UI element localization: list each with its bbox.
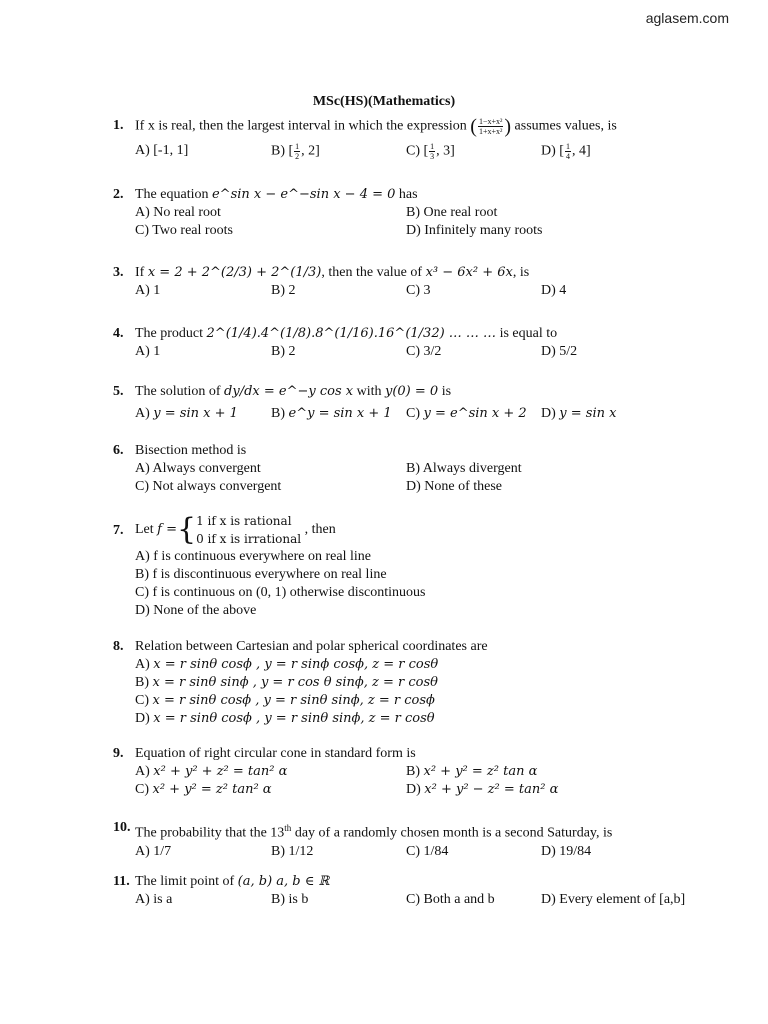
question-11: [113, 873, 733, 909]
option-b[interactable]: B) is b: [271, 892, 309, 907]
option-d[interactable]: D) 5/2: [541, 344, 578, 359]
option-b[interactable]: B) e^y = sin x + 1: [271, 406, 392, 421]
option-d[interactable]: D) y = sin x: [541, 406, 617, 421]
piecewise-cases: 1 if x is rational 0 if x is irrational: [196, 514, 302, 546]
option-c[interactable]: C) x = r sinθ cosϕ , y = r sinθ sinϕ, z = r cosϕ: [135, 693, 435, 708]
option-a[interactable]: A) [-1, 1]: [135, 143, 189, 158]
option-c[interactable]: C) 1/84: [406, 843, 449, 859]
options-row: [135, 460, 733, 478]
question-1: [113, 117, 733, 160]
question-text: The solution of dy/dx = e^−y cos x with y(0) = 0 is: [135, 384, 452, 399]
option-b[interactable]: B) One real root: [406, 205, 498, 220]
question-text: The equation e^sin x − e^−sin x − 4 = 0 has: [135, 187, 418, 202]
option-a[interactable]: A) 1/7: [135, 843, 172, 859]
options-row: [135, 891, 733, 909]
question-number: 4.: [113, 326, 124, 341]
page-title: MSc(HS)(Mathematics): [312, 94, 456, 109]
option-c[interactable]: C) y = e^sin x + 2: [406, 406, 527, 421]
expression-fraction: $\frac{\text{1−x+x²}}{\text{1+x+x²}}$: [478, 117, 503, 136]
option-c[interactable]: C) Two real roots: [135, 223, 233, 238]
options-row: [135, 142, 733, 160]
question-text: If x is real, then the largest interval in which the expression ( $\frac{\text{1−x+x²}}{\text{1+x+x²}}$ ) assumes values, is: [135, 115, 617, 138]
option-d[interactable]: D) Infinitely many roots: [406, 223, 543, 238]
option-a[interactable]: A) x² + y² + z² = tan² α: [135, 764, 288, 779]
options-row: [135, 843, 733, 861]
option-d[interactable]: D) Every element of [a,b]: [541, 892, 686, 907]
option-d[interactable]: D) x = r sinθ cosϕ , y = r sinθ sinϕ, z = r cosθ: [135, 711, 435, 726]
options-row: [135, 343, 733, 361]
option-a[interactable]: A) Always convergent: [135, 461, 261, 476]
options-row: [135, 222, 733, 240]
option-a[interactable]: A) y = sin x + 1: [135, 406, 238, 421]
question-9: [113, 745, 733, 799]
option-b[interactable]: B) 2: [271, 344, 296, 359]
option-c[interactable]: C) 3: [406, 283, 431, 298]
option-c[interactable]: C) Not always convergent: [135, 479, 282, 494]
option-a[interactable]: A) is a: [135, 892, 173, 907]
option-b[interactable]: B) x² + y² = z² tan α: [406, 764, 538, 779]
option-b[interactable]: B) 2: [271, 283, 296, 298]
math-expression: y(0) = 0: [385, 384, 439, 399]
option-b[interactable]: B) 1/12: [271, 843, 314, 859]
option-b[interactable]: B) Always divergent: [406, 461, 522, 476]
question-8: [113, 638, 733, 728]
site-watermark: aglasem.com: [645, 10, 729, 26]
math-expression: dy/dx = e^−y cos x: [224, 384, 354, 399]
question-text: If x = 2 + 2^(2/3) + 2^(1/3), then the value of x³ − 6x² + 6x, is: [135, 265, 530, 280]
options-row: [135, 405, 733, 423]
option-a[interactable]: A) f is continuous everywhere on real line: [135, 549, 371, 564]
math-expression: x³ − 6x² + 6x: [425, 265, 513, 280]
question-text: Equation of right circular cone in standard form is: [135, 746, 416, 761]
question-number: 9.: [113, 746, 124, 761]
question-number: 6.: [113, 443, 124, 458]
question-number: 11.: [113, 874, 130, 889]
option-b[interactable]: B) x = r sinθ sinϕ , y = r cos θ sinϕ, z = r cosθ: [135, 675, 438, 690]
question-4: [113, 325, 733, 361]
question-number: 5.: [113, 384, 124, 399]
option-d[interactable]: D) 4: [541, 283, 567, 298]
question-number: 1.: [113, 118, 124, 133]
math-expression: 2^(1/4).4^(1/8).8^(1/16).16^(1/32) … … …: [206, 326, 497, 341]
question-text: Bisection method is: [135, 443, 247, 458]
question-text: The probability that the 13th day of a randomly chosen month is a second Saturday, is: [135, 823, 613, 841]
question-7: [113, 512, 733, 620]
question-text: Relation between Cartesian and polar spherical coordinates are: [135, 639, 488, 654]
options-row: [135, 763, 733, 781]
option-c[interactable]: C) [ $\frac{1}{3}$ , 3]: [406, 142, 455, 161]
question-number: 2.: [113, 187, 124, 202]
options-row: [135, 204, 733, 222]
option-c[interactable]: C) Both a and b: [406, 892, 495, 907]
option-d[interactable]: D) [ $\frac{1}{4}$ , 4]: [541, 142, 591, 161]
math-expression: (a, b) a, b ∈ ℝ: [237, 874, 330, 889]
option-d[interactable]: D) None of the above: [135, 603, 257, 618]
math-expression: x = 2 + 2^(2/3) + 2^(1/3): [147, 265, 322, 280]
question-number: 10.: [113, 820, 131, 835]
option-a[interactable]: A) No real root: [135, 205, 221, 220]
option-c[interactable]: C) 3/2: [406, 344, 442, 359]
option-d[interactable]: D) 19/84: [541, 843, 592, 859]
question-text: Let f ={ 1 if x is rational 0 if x is irrational , then: [135, 512, 336, 547]
question-text: The product 2^(1/4).4^(1/8).8^(1/16).16^(1/32) … … … is equal to: [135, 326, 558, 341]
question-6: [113, 442, 733, 496]
question-3: [113, 264, 733, 300]
option-d[interactable]: D) None of these: [406, 479, 503, 494]
question-number: 8.: [113, 639, 124, 654]
option-a[interactable]: A) 1: [135, 344, 161, 359]
option-a[interactable]: A) 1: [135, 283, 161, 298]
math-expression: e^sin x − e^−sin x − 4 = 0: [211, 187, 396, 202]
question-10: [113, 819, 733, 861]
option-b[interactable]: B) [ $\frac{1}{2}$ , 2]: [271, 142, 320, 161]
option-d[interactable]: D) x² + y² − z² = tan² α: [406, 782, 559, 797]
question-number: 3.: [113, 265, 124, 280]
options-row: [135, 282, 733, 300]
options-row: [135, 781, 733, 799]
question-text: The limit point of (a, b) a, b ∈ ℝ: [135, 874, 330, 889]
question-2: [113, 186, 733, 240]
option-b[interactable]: B) f is discontinuous everywhere on real line: [135, 567, 387, 582]
option-c[interactable]: C) f is continuous on (0, 1) otherwise discontinuous: [135, 585, 426, 600]
options-row: [135, 478, 733, 496]
question-5: [113, 383, 733, 423]
option-c[interactable]: C) x² + y² = z² tan² α: [135, 782, 272, 797]
option-a[interactable]: A) x = r sinθ cosϕ , y = r sinϕ cosϕ, z = r cosθ: [135, 657, 439, 672]
question-number: 7.: [113, 523, 124, 538]
math-expression: f =: [157, 522, 177, 538]
